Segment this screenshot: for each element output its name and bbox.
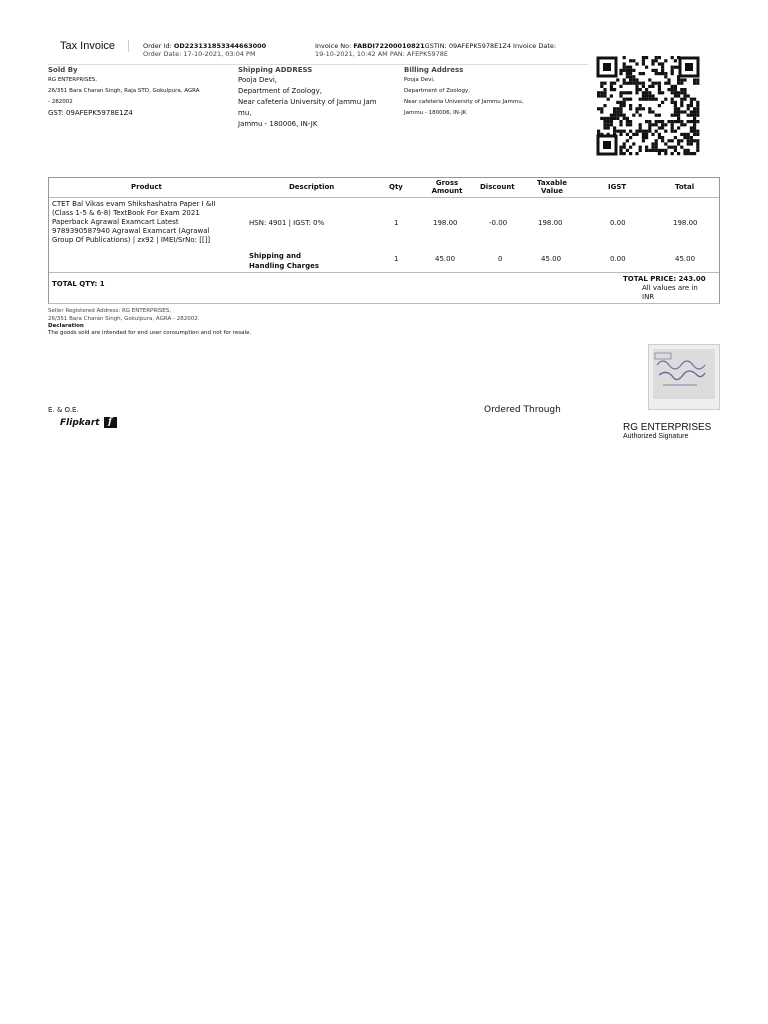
row2-taxable: 45.00 xyxy=(541,255,562,263)
row1-total: 198.00 xyxy=(673,219,698,227)
row1-discount: -0.00 xyxy=(489,219,508,227)
th-description: Description xyxy=(289,183,335,191)
flipkart-logo xyxy=(60,417,117,428)
items-table xyxy=(48,177,720,304)
th-discount: Discount xyxy=(480,183,515,191)
shipping-line-3: Near cafeteria University of Jammu Jam xyxy=(238,98,377,106)
row1-product-line: Paperback Agrawal Examcart Latest xyxy=(52,218,179,226)
th-product: Product xyxy=(131,183,162,191)
row2-description-line: Handling Charges xyxy=(249,262,320,270)
total-price: TOTAL PRICE: 243.00 xyxy=(623,275,706,283)
row1-igst: 0.00 xyxy=(610,219,626,227)
seller-stamp-signature xyxy=(648,344,720,410)
seller-registered-address: Seller Registered Address: RG ENTERPRISES, xyxy=(48,308,172,314)
order-id-line xyxy=(143,42,266,50)
row1-gross: 198.00 xyxy=(433,219,458,227)
order-id-label: Order Id: xyxy=(143,42,172,50)
sold-by-address-1: 26/351 Bara Charan Singh, Raja STD, Gokulpura, AGRA xyxy=(48,88,200,94)
invoice-date-pan: 19-10-2021, 10:42 AM PAN: AFEPK5978E xyxy=(315,50,449,58)
order-id: OD223131853344663000 xyxy=(173,42,267,50)
row1-description: HSN: 4901 | IGST: 0% xyxy=(249,219,325,227)
row1-product-line: 9789390587940 Agrawal Examcart (Agrawal xyxy=(52,227,210,235)
row2-description-line: Shipping and xyxy=(249,252,301,260)
signatory-name: RG ENTERPRISES xyxy=(623,422,712,433)
invoice-no: FABDI72200010821 xyxy=(353,42,425,50)
shipping-line-1: Pooja Devi, xyxy=(238,76,278,84)
th-taxable-value: Taxable Value xyxy=(537,179,567,195)
gstin-invoice-date: GSTIN: 09AFEPK5978E1Z4 Invoice Date: xyxy=(424,42,557,50)
authorized-signature: Authorized Signature xyxy=(623,433,689,440)
billing-line-4: Jammu - 180006, IN-JK xyxy=(404,110,467,116)
row2-discount: 0 xyxy=(498,255,503,263)
shipping-line-5: Jammu - 180006, IN-JK xyxy=(238,120,318,128)
billing-heading: Billing Address xyxy=(404,66,464,74)
th-igst: IGST xyxy=(608,183,627,191)
shipping-line-4: mu, xyxy=(238,109,252,117)
sold-by-name: RG ENTERPRISES, xyxy=(48,77,98,83)
sold-by-gst: GST: 09AFEPK5978E1Z4 xyxy=(48,109,133,117)
invoice-title: Tax Invoice xyxy=(60,40,116,52)
values-note-1: All values are in xyxy=(642,284,698,292)
row1-product-line: CTET Bal Vikas evam Shikshashatra Paper I &II xyxy=(52,200,216,208)
order-date-line xyxy=(143,50,256,58)
th-total: Total xyxy=(675,183,695,191)
title-divider xyxy=(128,40,129,52)
total-qty: TOTAL QTY: 1 xyxy=(52,280,105,288)
seller-registered-address-line: 26/351 Bara Charan Singh, Gokulpura, AGRA - 282002. xyxy=(48,316,200,322)
th-gross-amount: Gross Amount xyxy=(431,179,463,195)
row2-total: 45.00 xyxy=(675,255,696,263)
order-date-label: Order Date: xyxy=(143,50,182,58)
shipping-line-2: Department of Zoology, xyxy=(238,87,322,95)
qr-code xyxy=(596,56,700,156)
row1-qty: 1 xyxy=(394,219,399,227)
row1-product-line: (Class 1-5 & 6-8) TextBook For Exam 2021 xyxy=(52,209,200,217)
eoe-text: E. & O.E. xyxy=(48,406,79,414)
row2-description xyxy=(249,251,319,271)
row1-taxable: 198.00 xyxy=(538,219,563,227)
row2-qty: 1 xyxy=(394,255,399,263)
th-qty: Qty xyxy=(389,183,403,191)
invoice-no-line xyxy=(315,42,575,50)
declaration-text: The goods sold are intended for end user consumption and not for resale. xyxy=(48,330,252,336)
order-date: 17-10-2021, 03:04 PM xyxy=(183,50,256,58)
sold-by-heading: Sold By xyxy=(48,66,78,74)
header-divider xyxy=(48,64,588,65)
totals-divider xyxy=(49,272,719,273)
shipping-heading: Shipping ADDRESS xyxy=(238,66,313,74)
billing-line-3: Near cafeteria University of Jammu Jammu, xyxy=(404,99,524,105)
row2-gross: 45.00 xyxy=(435,255,456,263)
row2-igst: 0.00 xyxy=(610,255,626,263)
ordered-through: Ordered Through xyxy=(484,405,561,415)
stamp-image xyxy=(649,345,719,409)
values-note-2: INR xyxy=(642,293,655,301)
row1-product-line: Group Of Publications) | zx92 | IMEI/SrNo: [[]] xyxy=(52,236,211,244)
sold-by-address-2: - 282002 xyxy=(48,99,73,105)
flipkart-f-icon: f xyxy=(104,417,117,428)
billing-line-2: Department of Zoology, xyxy=(404,88,470,94)
table-header-row xyxy=(49,178,719,198)
billing-line-1: Pooja Devi, xyxy=(404,77,435,83)
invoice-no-label: Invoice No: xyxy=(315,42,352,50)
flipkart-wordmark: Flipkart xyxy=(60,417,100,428)
declaration-heading: Declaration xyxy=(48,323,84,329)
row1-product xyxy=(52,200,252,245)
